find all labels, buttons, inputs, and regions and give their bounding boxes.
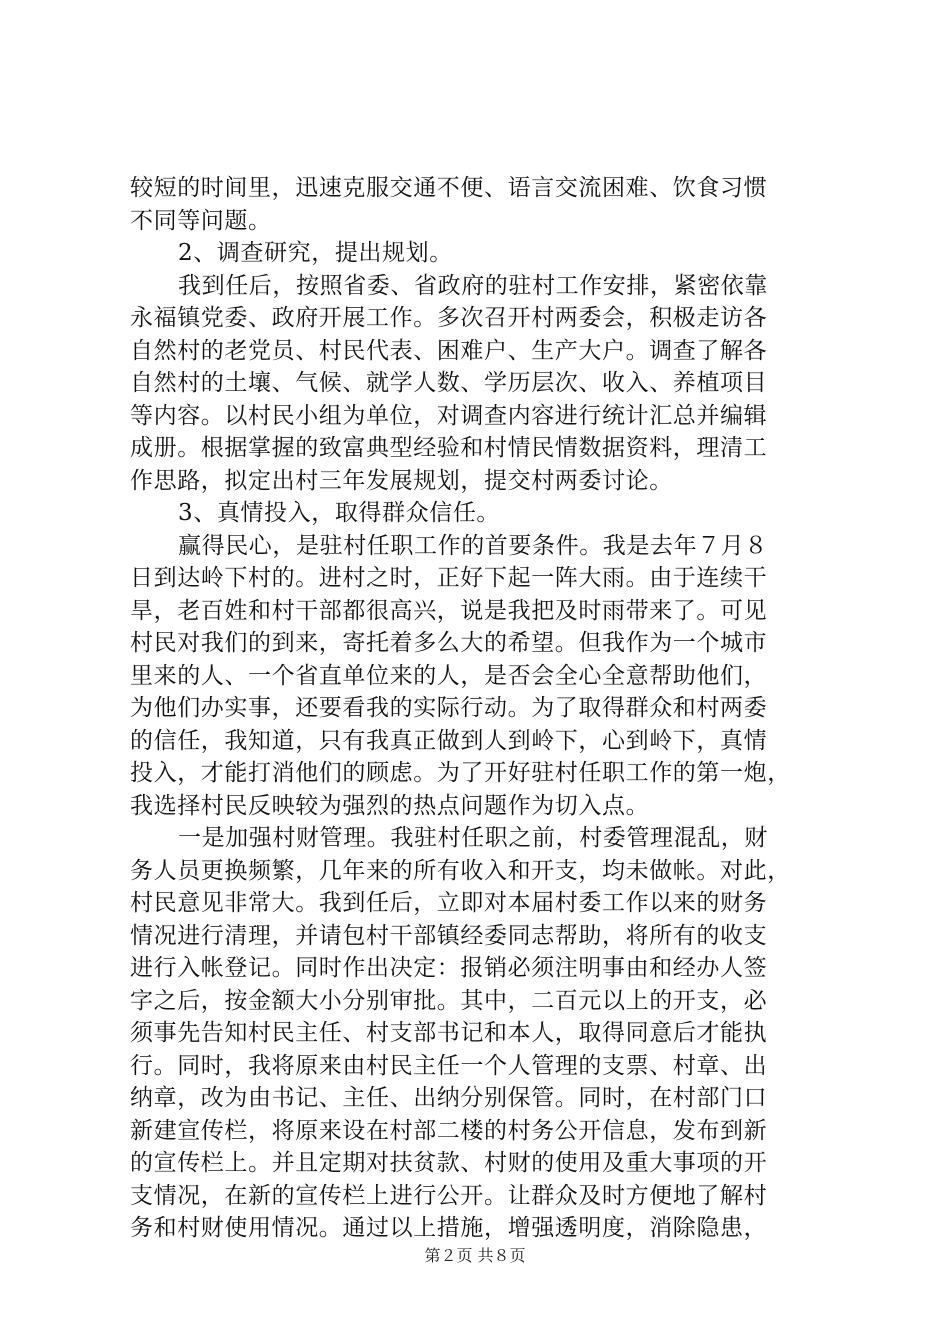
text-line: 2、调查研究，提出规划。 (178, 240, 453, 266)
text-line: 支情况，在新的宣传栏上进行公开。让群众及时方便地了解村 (130, 1182, 768, 1209)
text-line: 投入，才能打消他们的顾虑。为了开好驻村任职工作的第一炮， (130, 760, 791, 786)
text-line: 日到达岭下村的。进村之时，正好下起一阵大雨。由于连续干 (130, 565, 768, 591)
text-line: 新建宣传栏，将原来设在村部二楼的村务公开信息，发布到新 (130, 1117, 768, 1144)
text-line: 旱，老百姓和村干部都很高兴，说是我把及时雨带来了。可见 (130, 597, 768, 624)
text-line: 行。同时，我将原来由村民主任一个人管理的支票、村章、出 (130, 1052, 768, 1079)
text-line: 不同等问题。 (130, 207, 272, 234)
text-line: 务人员更换频繁，几年来的所有收入和开支，均未做帐。对此， (130, 857, 791, 884)
text-line: 一是加强村财管理。我驻村任职之前，村委管理混乱，财 (178, 825, 768, 851)
text-line: 里来的人、一个省直单位来的人，是否会全心全意帮助他们， (130, 662, 768, 689)
text-line: 字之后，按金额大小分别审批。其中，二百元以上的开支，必 (130, 987, 768, 1014)
text-line: 的信任，我知道，只有我真正做到人到岭下，心到岭下，真情 (130, 727, 768, 754)
text-line: 作思路，拟定出村三年发展规划，提交村两委讨论。 (130, 467, 673, 494)
text-line: 情况进行清理，并请包村干部镇经委同志帮助，将所有的收支 (130, 922, 768, 949)
text-line: 进行入帐登记。同时作出决定：报销必须注明事由和经办人签 (130, 955, 768, 981)
text-line: 我到任后，按照省委、省政府的驻村工作安排，紧密依靠 (178, 272, 768, 299)
text-line: 3、真情投入，取得群众信任。 (178, 500, 501, 526)
text-line: 自然村的土壤、气候、就学人数、学历层次、收入、养植项目 (130, 370, 768, 396)
page-footer: 第２页 共８页 (424, 1246, 526, 1265)
text-line: 纳章，改为由书记、主任、出纳分别保管。同时，在村部门口 (130, 1085, 768, 1111)
text-line: 村民意见非常大。我到任后，立即对本届村委工作以来的财务 (130, 890, 768, 916)
text-line: 的宣传栏上。并且定期对扶贫款、村财的使用及重大事项的开 (130, 1150, 768, 1176)
text-line: 须事先告知村民主任、村支部书记和本人，取得同意后才能执 (130, 1020, 768, 1046)
text-line: 较短的时间里，迅速克服交通不便、语言交流困难、饮食习惯 (130, 175, 768, 201)
text-line: 永福镇党委、政府开展工作。多次召开村两委会，积极走访各 (130, 305, 768, 331)
text-line: 成册。根据掌握的致富典型经验和村情民情数据资料，理清工 (130, 435, 768, 461)
text-line: 等内容。以村民小组为单位，对调查内容进行统计汇总并编辑 (130, 402, 768, 429)
text-line: 村民对我们的到来，寄托着多么大的希望。但我作为一个城市 (130, 630, 768, 656)
text-line: 赢得民心，是驻村任职工作的首要条件。我是去年７月８ (178, 532, 768, 559)
text-line: 我选择村民反映较为强烈的热点问题作为切入点。 (130, 792, 650, 819)
text-line: 为他们办实事，还要看我的实际行动。为了取得群众和村两委 (130, 695, 768, 721)
document-body (130, 172, 830, 1245)
text-line: 自然村的老党员、村民代表、困难户、生产大户。调查了解各 (130, 337, 768, 364)
text-line: 务和村财使用情况。通过以上措施，增强透明度，消除隐患， (130, 1215, 768, 1241)
